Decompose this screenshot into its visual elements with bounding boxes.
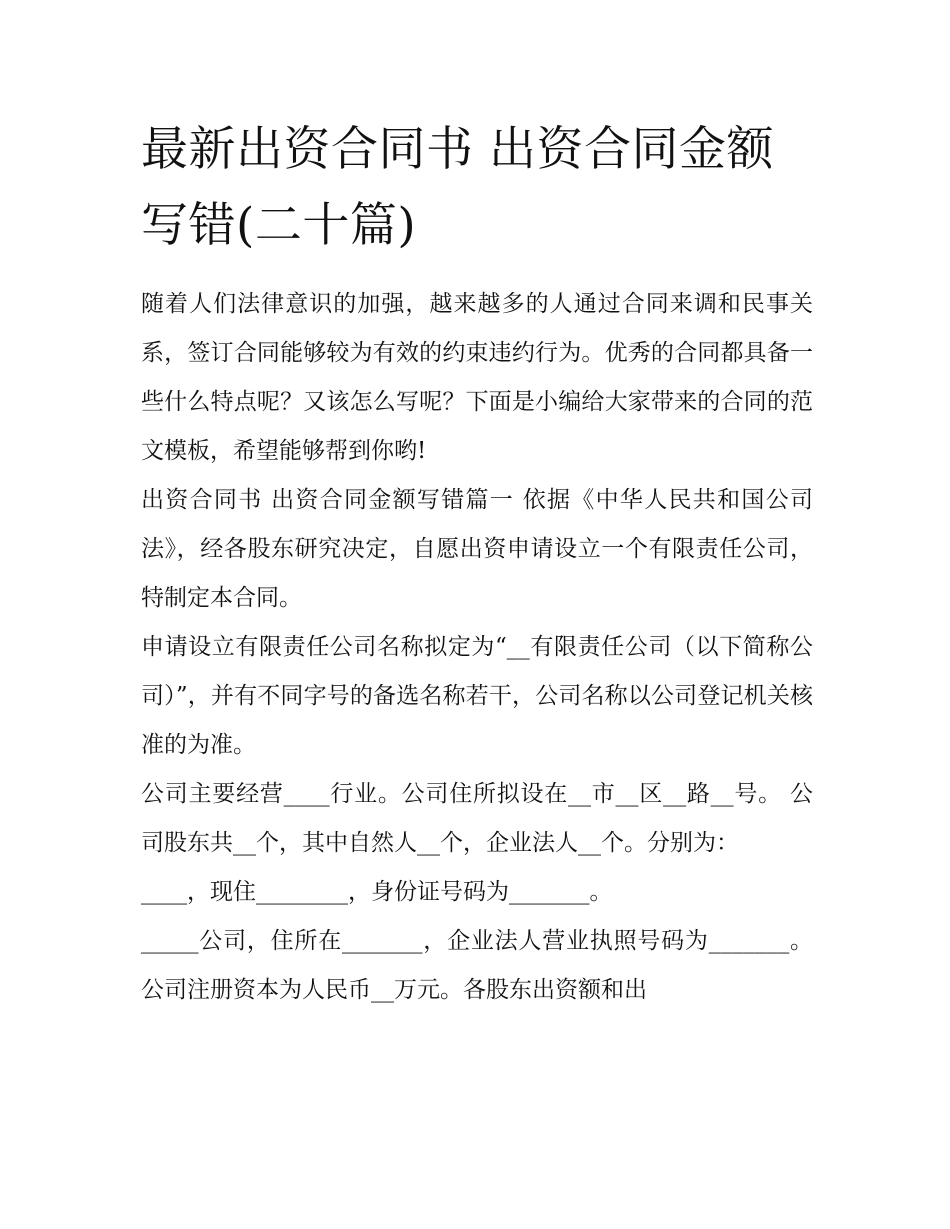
paragraph-company-name: 申请设立有限责任公司名称拟定为“__有限责任公司（以下简称公司）”，并有不同字号的备选名称若干，公司名称以公司登记机关核准的为准。 bbox=[141, 634, 813, 758]
paragraph-shareholder-company: _____公司，住所在_______，企业法人营业执照号码为_______。 公司注册资本为人民币__万元。各股东出资额和出 bbox=[141, 928, 813, 1003]
paragraph-contract-basis: 出资合同书 出资合同金额写错篇一 依据《中华人民共和国公司法》，经各股东研究决定，自愿出资申请设立一个有限责任公司，特制定本合同。 bbox=[141, 487, 813, 611]
paragraph-intro: 随着人们法律意识的加强，越来越多的人通过合同来调和民事关系，签订合同能够较为有效的约束违约行为。优秀的合同都具备一些什么特点呢？又该怎么写呢？下面是小编给大家带来的合同的范文模板，希望能够帮到你哟! bbox=[141, 291, 813, 464]
document-page bbox=[141, 112, 813, 1015]
paragraph-shareholder-individual: ____，现住________，身份证号码为_______。 bbox=[141, 879, 613, 905]
document-title: 最新出资合同书 出资合同金额写错(二十篇) bbox=[141, 122, 774, 253]
paragraph-business-scope: 公司主要经营____行业。公司住所拟设在__市__区__路__号。 公司股东共__个，其中自然人__个，企业法人__个。分别为： bbox=[141, 781, 813, 856]
